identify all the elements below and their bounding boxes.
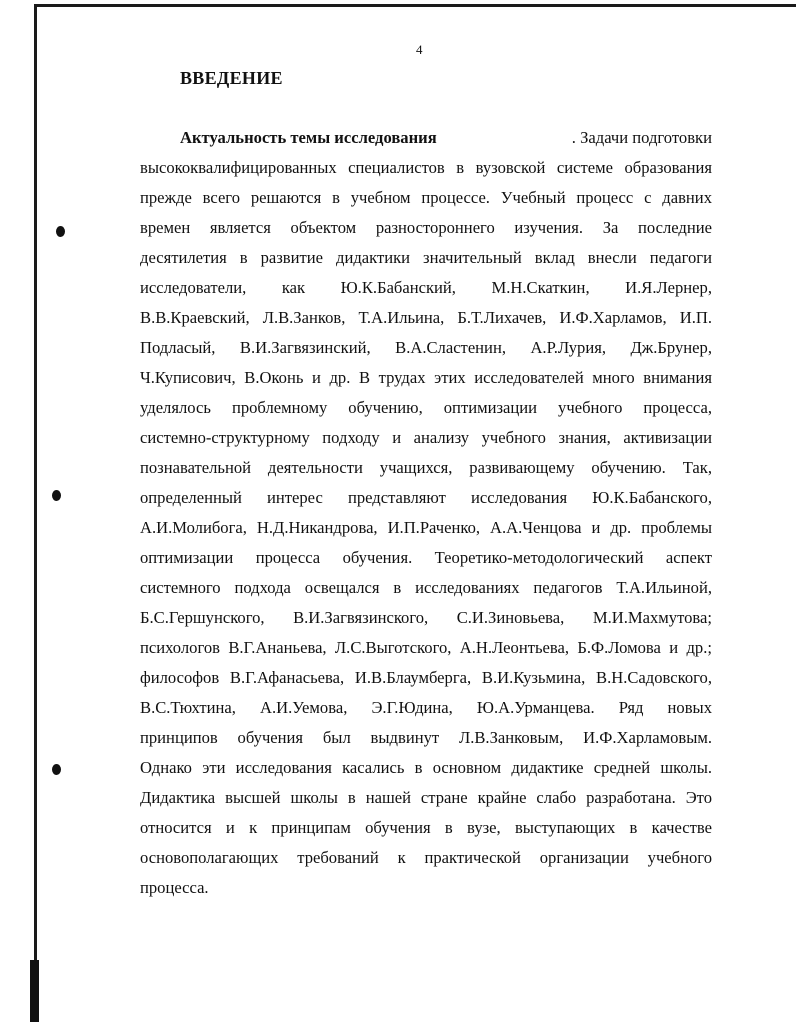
paragraph-line: В.С.Тюхтина, А.И.Уемова, Э.Г.Юдина, Ю.А.Урманцева. Ряд новых — [140, 698, 712, 717]
paragraph-line: оптимизации процесса обучения. Теоретико-методологический аспект — [140, 548, 712, 567]
punch-hole-mark — [52, 764, 61, 775]
paragraph-line: Дидактика высшей школы в нашей стране крайне слабо разработана. Это — [140, 788, 712, 807]
lead-heading: Актуальность темы исследования — [180, 128, 437, 147]
paragraph-line: А.И.Молибога, Н.Д.Никандрова, И.П.Раченко, А.А.Ченцова и др. проблемы — [140, 518, 712, 537]
section-heading: ВВЕДЕНИЕ — [180, 68, 283, 88]
paragraph-line: высококвалифицированных специалистов в вузовской системе образования — [140, 158, 712, 177]
paragraph-line: Подласый, В.И.Загвязинский, В.А.Сластенин, А.Р.Лурия, Дж.Брунер, — [140, 338, 712, 357]
paragraph-line — [180, 126, 712, 150]
paragraph-line: определенный интерес представляют исследования Ю.К.Бабанского, — [140, 488, 712, 507]
paragraph-line: основополагающих требований к практической организации учебного — [140, 848, 712, 867]
paragraph-line: системного подхода освещался в исследованиях педагогов Т.А.Ильиной, — [140, 578, 712, 597]
scan-edge-top — [36, 4, 796, 7]
paragraph-line: познавательной деятельности учащихся, развивающему обучению. Так, — [140, 458, 712, 477]
punch-hole-mark — [56, 226, 65, 237]
scan-edge-left — [34, 4, 37, 1020]
paragraph-line: системно-структурному подходу и анализу учебного знания, активизации — [140, 428, 712, 447]
paragraph-line: В.В.Краевский, Л.В.Занков, Т.А.Ильина, Б.Т.Лихачев, И.Ф.Харламов, И.П. — [140, 308, 712, 327]
paragraph-line: уделялось проблемному обучению, оптимизации учебного процесса, — [140, 398, 712, 417]
paragraph-line: психологов В.Г.Ананьева, Л.С.Выготского, А.Н.Леонтьева, Б.Ф.Ломова и др.; — [140, 638, 712, 657]
paragraph-line: Б.С.Гершунского, В.И.Загвязинского, С.И.Зиновьева, М.И.Махмутова; — [140, 608, 712, 627]
scan-edge-shadow — [30, 960, 39, 1022]
paragraph-line: принципов обучения был выдвинут Л.В.Занковым, И.Ф.Харламовым. — [140, 728, 712, 747]
paragraph-line: философов В.Г.Афанасьева, И.В.Блаумберга, В.И.Кузьмина, В.Н.Садовского, — [140, 668, 712, 687]
paragraph-line: процесса. — [140, 878, 209, 897]
page-number: 4 — [416, 42, 423, 57]
paragraph-line: Ч.Куписович, В.Оконь и др. В трудах этих исследователей много внимания — [140, 368, 712, 387]
paragraph-line: исследователи, как Ю.К.Бабанский, М.Н.Скаткин, И.Я.Лернер, — [140, 278, 712, 297]
paragraph-line: относится и к принципам обучения в вузе, выступающих в качестве — [140, 818, 712, 837]
paragraph-line: Однако эти исследования касались в основном дидактике средней школы. — [140, 758, 712, 777]
paragraph-line: времен является объектом разностороннего изучения. За последние — [140, 218, 712, 237]
paragraph-line: десятилетия в развитие дидактики значительный вклад внесли педагоги — [140, 248, 712, 267]
paragraph-line: прежде всего решаются в учебном процессе. Учебный процесс с давних — [140, 188, 712, 207]
paragraph-line-text: . Задачи подготовки — [571, 128, 712, 147]
punch-hole-mark — [52, 490, 61, 501]
